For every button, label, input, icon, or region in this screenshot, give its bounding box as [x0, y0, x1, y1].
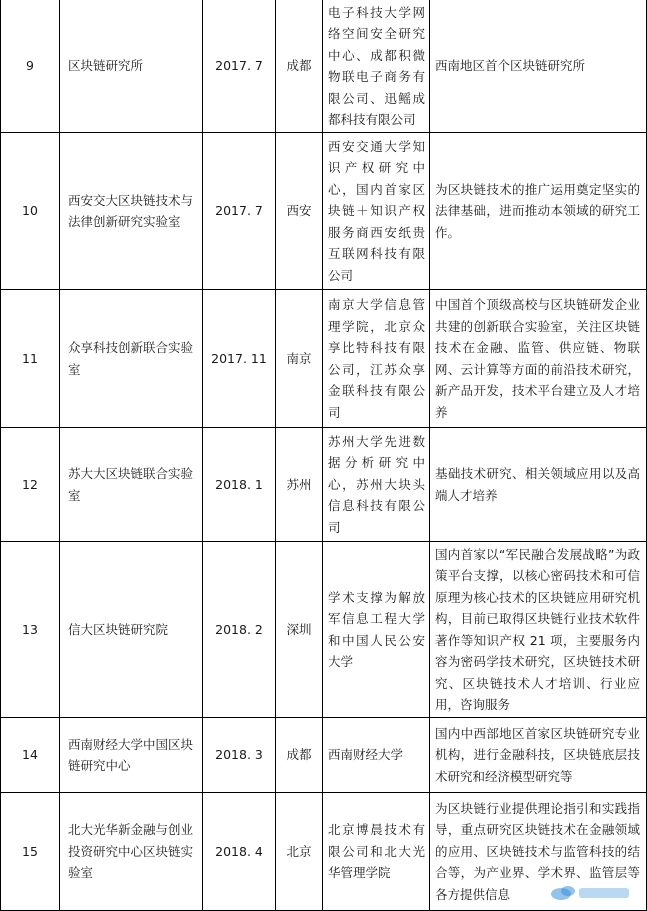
table-row — [1, 428, 647, 542]
table-row — [1, 0, 647, 133]
city: 成都 — [276, 0, 323, 133]
participating-orgs: 南京大学信息管理学院，北京众享比特科技有限公司，江苏众享金联科技有限公司 — [323, 290, 430, 428]
city: 南京 — [276, 290, 323, 428]
founded-date: 2018. 2 — [203, 542, 276, 718]
participating-orgs: 西南财经大学 — [323, 718, 430, 793]
description: 基础技术研究、相关领域应用以及高端人才培养 — [430, 428, 647, 542]
city: 深圳 — [276, 542, 323, 718]
founded-date: 2018. 3 — [203, 718, 276, 793]
founded-date: 2017. 7 — [203, 133, 276, 290]
city: 成都 — [276, 718, 323, 793]
description: 为区块链行业提供理论指引和实践指导，重点研究区块链技术在金融领域的应用、区块链技术与监管科技的结合等，为产业界、学术界、监管层等各方提供信息 — [430, 793, 647, 911]
city: 西安 — [276, 133, 323, 290]
row-number: 11 — [1, 290, 60, 428]
row-number: 12 — [1, 428, 60, 542]
table-row — [1, 718, 647, 793]
institute-name: 众享科技创新联合实验室 — [60, 290, 203, 428]
institute-name: 西南财经大学中国区块链研究中心 — [60, 718, 203, 793]
description: 国内首家以“军民融合发展战略”为政策平台支撑，以核心密码技术和可信原理为核心技术的区块链应用研究机构，目前已取得区块链行业技术软件著作等知识产权 21 项，主要服务内容为密码学技术研究，区块链技术研究、区块链技术人才培训、行业应用，咨询服务 — [430, 542, 647, 718]
row-number: 10 — [1, 133, 60, 290]
description: 国内中西部地区首家区块链研究专业机构，进行金融科技，区块链底层技术研究和经济模型研究等 — [430, 718, 647, 793]
participating-orgs: 学术支撑为解放军信息工程大学和中国人民公安大学 — [323, 542, 430, 718]
institute-name: 北大光华新金融与创业投资研究中心区块链实验室 — [60, 793, 203, 911]
table-row — [1, 290, 647, 428]
city: 苏州 — [276, 428, 323, 542]
founded-date: 2017. 7 — [203, 0, 276, 133]
participating-orgs: 西安交通大学知识产权研究中心，国内首家区块链＋知识产权服务商西安纸贵互联网科技有限公司 — [323, 133, 430, 290]
description: 西南地区首个区块链研究所 — [430, 0, 647, 133]
row-number: 9 — [1, 0, 60, 133]
participating-orgs: 北京博晨技术有限公司和北大光华管理学院 — [323, 793, 430, 911]
row-number: 13 — [1, 542, 60, 718]
description: 为区块链技术的推广运用奠定坚实的法律基础，进而推动本领域的研究工作。 — [430, 133, 647, 290]
table-row — [1, 133, 647, 290]
participating-orgs: 苏州大学先进数据分析研究中心，苏州大块头信息科技有限公司 — [323, 428, 430, 542]
table-row — [1, 542, 647, 718]
founded-date: 2018. 4 — [203, 793, 276, 911]
institute-name: 区块链研究所 — [60, 0, 203, 133]
row-number: 14 — [1, 718, 60, 793]
institute-name: 信大区块链研究院 — [60, 542, 203, 718]
description: 中国首个顶级高校与区块链研发企业共建的创新联合实验室，关注区块链技术在金融、监管、供应链、物联网、云计算等方面的前沿技术研究，新产品开发，技术平台建立及人才培养 — [430, 290, 647, 428]
founded-date: 2017. 11 — [203, 290, 276, 428]
row-number: 15 — [1, 793, 60, 911]
city: 北京 — [276, 793, 323, 911]
participating-orgs: 电子科技大学网络空间安全研究中心、成都积微物联电子商务有限公司、迅鳐成都科技有限公司 — [323, 0, 430, 133]
institute-name: 苏大大区块链联合实验室 — [60, 428, 203, 542]
founded-date: 2018. 1 — [203, 428, 276, 542]
institute-name: 西安交大区块链技术与法律创新研究实验室 — [60, 133, 203, 290]
cloud-logo-icon — [549, 884, 633, 902]
